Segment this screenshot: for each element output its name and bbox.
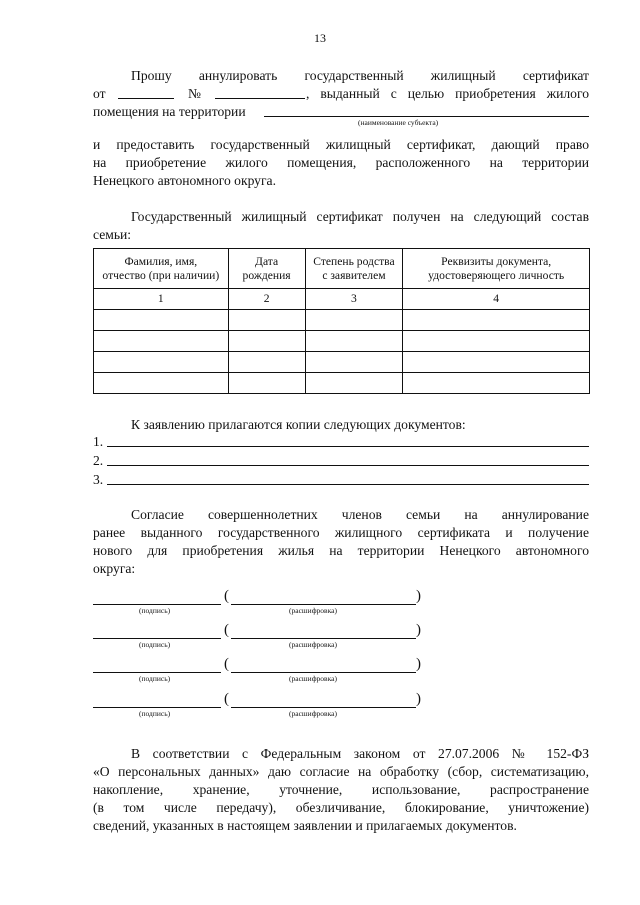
table-row xyxy=(94,331,590,352)
table-header-row xyxy=(94,249,590,289)
decode-line[interactable] xyxy=(231,672,416,673)
date-field-line[interactable] xyxy=(118,98,174,99)
table-cell[interactable] xyxy=(228,310,305,331)
attachment-number: 1. xyxy=(93,434,104,449)
table-row xyxy=(94,352,590,373)
personal-data-line-3: накопление, хранение, уточнение, использование, распространение xyxy=(93,782,589,797)
col-number: 1 xyxy=(94,289,229,310)
table-cell[interactable] xyxy=(228,373,305,394)
attachment-line[interactable] xyxy=(107,465,589,466)
col-number: 2 xyxy=(228,289,305,310)
table-number-row xyxy=(94,289,590,310)
consent-line-4: округа: xyxy=(93,561,136,576)
open-paren: ( xyxy=(224,622,229,638)
personal-data-line-2: «О персональных данных» даю согласие на обработку (сбор, систематизацию, xyxy=(93,764,589,779)
signature-line[interactable] xyxy=(93,604,221,605)
close-paren: ) xyxy=(416,588,421,604)
decode-caption: (расшифровка) xyxy=(289,606,337,615)
table-cell[interactable] xyxy=(403,310,590,331)
personal-data-line-1: В соответствии с Федеральным законом от 27.07.2006 № 152-ФЗ xyxy=(131,746,589,761)
decode-line[interactable] xyxy=(231,707,416,708)
attachment-line[interactable] xyxy=(107,446,589,447)
decode-caption: (расшифровка) xyxy=(289,640,337,649)
page-number: 13 xyxy=(314,31,326,45)
table-row xyxy=(94,373,590,394)
signature-caption: (подпись) xyxy=(139,640,171,649)
header-birth-date: Дата рождения xyxy=(228,249,305,289)
signature-caption: (подпись) xyxy=(139,674,171,683)
number-sign: № xyxy=(188,86,201,101)
col-number: 4 xyxy=(403,289,590,310)
open-paren: ( xyxy=(224,588,229,604)
decode-caption: (расшифровка) xyxy=(289,709,337,718)
signature-caption: (подпись) xyxy=(139,606,171,615)
consent-line-3: нового для приобретения жилья на территории Ненецкого автономного xyxy=(93,543,589,558)
issued-text: , выданный с целью приобретения жилого xyxy=(306,86,589,101)
open-paren: ( xyxy=(224,656,229,672)
header-relationship: Степень родства с заявителем xyxy=(305,249,403,289)
table-cell[interactable] xyxy=(403,373,590,394)
table-cell[interactable] xyxy=(305,352,403,373)
subject-field-line[interactable] xyxy=(264,116,589,117)
attachment-number: 3. xyxy=(93,472,104,487)
family-table xyxy=(93,248,590,394)
consent-line-1: Согласие совершеннолетних членов семьи на аннулирование xyxy=(131,507,589,522)
request-para-line-2: на приобретение жилого помещения, расположенного на территории xyxy=(93,155,589,170)
col-number: 3 xyxy=(305,289,403,310)
table-cell[interactable] xyxy=(94,352,229,373)
signature-caption: (подпись) xyxy=(139,709,171,718)
table-cell[interactable] xyxy=(228,331,305,352)
attachment-line[interactable] xyxy=(107,484,589,485)
table-cell[interactable] xyxy=(94,373,229,394)
request-para-line-1: и предоставить государственный жилищный сертификат, дающий право xyxy=(93,137,589,152)
signature-line[interactable] xyxy=(93,707,221,708)
family-intro-line-2: семьи: xyxy=(93,227,132,242)
family-intro-line-1: Государственный жилищный сертификат получен на следующий состав xyxy=(131,209,589,224)
subject-caption: (наименование субъекта) xyxy=(358,118,439,127)
open-paren: ( xyxy=(224,691,229,707)
header-id-document: Реквизиты документа, удостоверяющего личность xyxy=(403,249,590,289)
territory-label: помещения на территории xyxy=(93,104,246,119)
close-paren: ) xyxy=(416,622,421,638)
personal-data-line-4: (в том числе передачу), обезличивание, блокирование, уничтожение) xyxy=(93,800,589,815)
header-full-name: Фамилия, имя, отчество (при наличии) xyxy=(94,249,229,289)
attachments-intro: К заявлению прилагаются копии следующих документов: xyxy=(131,417,466,432)
table-cell[interactable] xyxy=(305,331,403,352)
ot-label: от xyxy=(93,86,106,101)
signature-line[interactable] xyxy=(93,638,221,639)
table-cell[interactable] xyxy=(305,310,403,331)
close-paren: ) xyxy=(416,691,421,707)
attachment-number: 2. xyxy=(93,453,104,468)
decode-line[interactable] xyxy=(231,638,416,639)
table-cell[interactable] xyxy=(305,373,403,394)
close-paren: ) xyxy=(416,656,421,672)
decode-caption: (расшифровка) xyxy=(289,674,337,683)
table-cell[interactable] xyxy=(94,331,229,352)
table-cell[interactable] xyxy=(94,310,229,331)
request-line-1: Прошу аннулировать государственный жилищный сертификат xyxy=(131,68,589,83)
table-cell[interactable] xyxy=(403,352,590,373)
signature-line[interactable] xyxy=(93,672,221,673)
personal-data-line-5: сведений, указанных в настоящем заявлении и прилагаемых документов. xyxy=(93,818,517,833)
table-cell[interactable] xyxy=(403,331,590,352)
request-para-line-3: Ненецкого автономного округа. xyxy=(93,173,276,188)
consent-line-2: ранее выданного государственного жилищного сертификата и получение xyxy=(93,525,589,540)
table-cell[interactable] xyxy=(228,352,305,373)
decode-line[interactable] xyxy=(231,604,416,605)
cert-number-field-line[interactable] xyxy=(215,98,305,99)
table-row xyxy=(94,310,590,331)
